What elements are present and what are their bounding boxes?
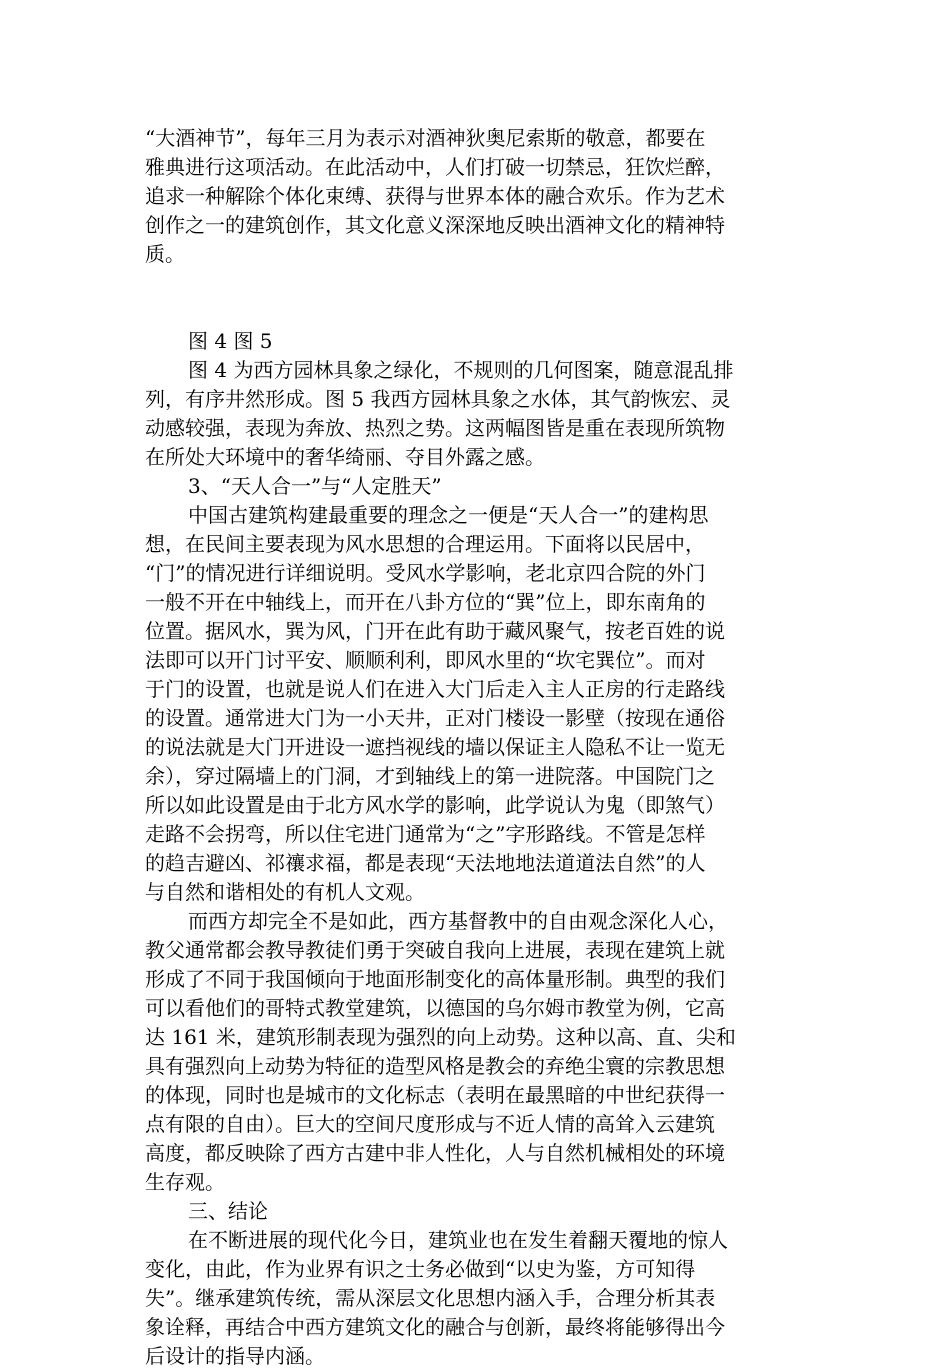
text-line: 余），穿过隔墙上的门洞，才到轴线上的第一进院落。中国院门之 (145, 764, 715, 788)
text-line: 一般不开在中轴线上，而开在八卦方位的“巽”位上，即东南角的 (145, 590, 706, 614)
text-line: 达 161 米，建筑形制表现为强烈的向上动势。这种以高、直、尖和 (145, 1025, 736, 1049)
text-line: 于门的设置，也就是说人们在进入大门后走入主人正房的行走路线 (145, 677, 725, 701)
text-line: 与自然和谐相处的有机人文观。 (145, 880, 425, 904)
text-line: “大酒神节”，每年三月为表示对酒神狄奥尼索斯的敬意，都要在 (145, 126, 706, 150)
text-line: 在所处大环境中的奢华绮丽、夺目外露之感。 (145, 445, 545, 469)
text-line: 的设置。通常进大门为一小天井，正对门楼设一影壁（按现在通俗 (145, 706, 725, 730)
section-heading-3: 3、“天人合一”与“人定胜天” (188, 474, 442, 498)
text-line: 可以看他们的哥特式教堂建筑，以德国的乌尔姆市教堂为例，它高 (145, 996, 725, 1020)
text-line: 的说法就是大门开进设一遮挡视线的墙以保证主人隐私不让一览无 (145, 735, 725, 759)
text-line: 想，在民间主要表现为风水思想的合理运用。下面将以民居中， (145, 532, 705, 556)
text-line: 动感较强，表现为奔放、热烈之势。这两幅图皆是重在表现所筑物 (145, 416, 725, 440)
text-line: 的体现，同时也是城市的文化标志（表明在最黑暗的中世纪获得一 (145, 1083, 725, 1107)
text-line: 点有限的自由）。巨大的空间尺度形成与不近人情的高耸入云建筑 (145, 1112, 715, 1136)
text-line: 象诠释，再结合中西方建筑文化的融合与创新，最终将能够得出今 (145, 1315, 725, 1339)
text-line: 变化，由此，作为业界有识之士务必做到“以史为鉴，方可知得 (145, 1257, 696, 1281)
text-line: 列，有序井然形成。图 5 我西方园林具象之水体，其气韵恢宏、灵 (145, 387, 731, 411)
paragraph-dionysus (145, 124, 800, 269)
text-line: 法即可以开门讨平安、顺顺利利，即风水里的“坎宅巽位”。而对 (145, 648, 706, 672)
text-line: 教父通常都会教导教徒们勇于突破自我向上进展，表现在建筑上就 (145, 938, 725, 962)
text-line: 质。 (145, 242, 185, 266)
text-line: 雅典进行这项活动。在此活动中，人们打破一切禁忌，狂饮烂醉， (145, 155, 725, 179)
text-line: 走路不会拐弯，所以住宅进门通常为“之”字形路线。不管是怎样 (145, 822, 706, 846)
text-line: 追求一种解除个体化束缚、获得与世界本体的融合欢乐。作为艺术 (145, 184, 725, 208)
text-line: 高度，都反映除了西方古建中非人性化，人与自然机械相处的环境 (145, 1141, 725, 1165)
text-line: 在不断进展的现代化今日，建筑业也在发生着翻天覆地的惊人 (188, 1228, 728, 1252)
text-line: 中国古建筑构建最重要的理念之一便是“天人合一”的建构思 (188, 503, 709, 527)
text-line: 失”。继承建筑传统，需从深层文化思想内涵入手，合理分析其表 (145, 1286, 716, 1310)
text-line: 图 4 为西方园林具象之绿化，不规则的几何图案，随意混乱排 (188, 358, 734, 382)
text-line: 所以如此设置是由于北方风水学的影响，此学说认为鬼（即煞气） (145, 793, 725, 817)
text-line: 位置。据风水，巽为风，门开在此有助于藏风聚气，按老百姓的说 (145, 619, 725, 643)
figure-section (145, 327, 800, 1371)
text-line: 生存观。 (145, 1170, 225, 1194)
text-line: 后设计的指导内涵。 (145, 1344, 325, 1368)
text-line: 而西方却完全不是如此，西方基督教中的自由观念深化人心， (188, 909, 728, 933)
figure-caption: 图 4 图 5 (188, 329, 273, 353)
text-line: 具有强烈向上动势为特征的造型风格是教会的弃绝尘寰的宗教思想 (145, 1054, 725, 1078)
text-line: 形成了不同于我国倾向于地面形制变化的高体量形制。典型的我们 (145, 967, 725, 991)
section-heading-conclusion: 三、结论 (188, 1199, 268, 1223)
text-line: 的趋吉避凶、祁禳求福，都是表现“天法地地法道道法自然”的人 (145, 851, 706, 875)
text-line: 创作之一的建筑创作，其文化意义深深地反映出酒神文化的精神特 (145, 213, 725, 237)
text-line: “门”的情况进行详细说明。受风水学影响，老北京四合院的外门 (145, 561, 706, 585)
